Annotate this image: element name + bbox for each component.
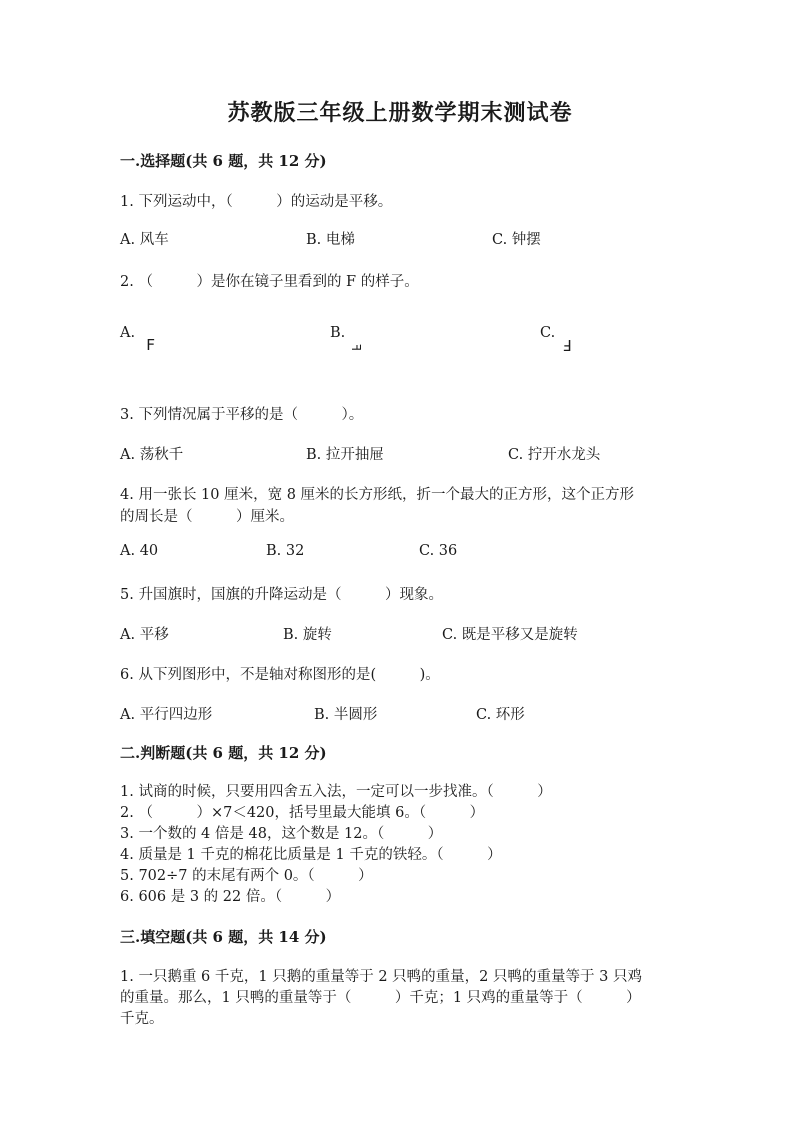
mirror-f-glyph-c: F (563, 336, 573, 354)
fill-question-1-line2: 的重量。那么，1 只鸭的重量等于（ ）千克；1 只鸡的重量等于（ ） (120, 990, 641, 1006)
section-heading-choice: 一.选择题(共 6 题，共 12 分) (120, 152, 327, 170)
question-1: 1. 下列运动中，（ ）的运动是平移。 (120, 194, 393, 210)
page-title: 苏教版三年级上册数学期末测试卷 (227, 100, 573, 126)
question-4-line2: 的周长是（ ）厘米。 (120, 509, 294, 525)
option-4a: A. 40 (120, 543, 159, 559)
judgement-item-2: 2. （ ）×7＜420，括号里最大能填 6。（ ） (120, 805, 485, 821)
section-heading-judgement: 二.判断题(共 6 题，共 12 分) (120, 744, 327, 762)
option-5c: C. 既是平移又是旋转 (442, 627, 578, 643)
judgement-item-3: 3. 一个数的 4 倍是 48，这个数是 12。（ ） (120, 826, 443, 842)
option-4b: B. 32 (266, 543, 305, 559)
option-2c: C. (540, 325, 556, 341)
option-6c: C. 环形 (476, 707, 525, 723)
section-heading-fill-blank: 三.填空题(共 6 题，共 14 分) (120, 928, 327, 946)
question-2: 2. （ ）是你在镜子里看到的 F 的样子。 (120, 274, 419, 290)
question-4-line1: 4. 用一张长 10 厘米，宽 8 厘米的长方形纸，折一个最大的正方形，这个正方形 (120, 487, 635, 503)
judgement-item-4: 4. 质量是 1 千克的棉花比质量是 1 千克的铁轻。（ ） (120, 847, 502, 863)
option-2b: B. (330, 325, 346, 341)
judgement-item-5: 5. 702÷7 的末尾有两个 0。（ ） (120, 868, 373, 884)
option-1c: C. 钟摆 (492, 232, 541, 248)
option-3c: C. 拧开水龙头 (508, 447, 601, 463)
option-4c: C. 36 (419, 543, 458, 559)
question-6: 6. 从下列图形中，不是轴对称图形的是( )。 (120, 667, 440, 683)
fill-question-1-line1: 1. 一只鹅重 6 千克，1 只鹅的重量等于 2 只鸭的重量，2 只鸭的重量等于 3 只鸡 (120, 969, 642, 985)
judgement-item-6: 6. 606 是 3 的 22 倍。（ ） (120, 889, 341, 905)
option-3a: A. 荡秋千 (120, 447, 184, 463)
mirror-f-glyph-b: F (349, 343, 364, 352)
fill-question-1-line3: 千克。 (120, 1011, 164, 1027)
option-6a: A. 平行四边形 (120, 707, 213, 723)
question-5: 5. 升国旗时，国旗的升降运动是（ ）现象。 (120, 587, 443, 603)
option-5a: A. 平移 (120, 627, 169, 643)
option-1a: A. 风车 (120, 232, 169, 248)
question-3: 3. 下列情况属于平移的是（ ）。 (120, 407, 364, 423)
option-5b: B. 旋转 (283, 627, 332, 643)
option-2a: A. (120, 325, 136, 341)
mirror-f-glyph-a: F (146, 336, 156, 354)
option-6b: B. 半圆形 (314, 707, 378, 723)
judgement-item-1: 1. 试商的时候，只要用四舍五入法，一定可以一步找准。（ ） (120, 784, 552, 800)
option-3b: B. 拉开抽屉 (306, 447, 384, 463)
option-1b: B. 电梯 (306, 232, 355, 248)
